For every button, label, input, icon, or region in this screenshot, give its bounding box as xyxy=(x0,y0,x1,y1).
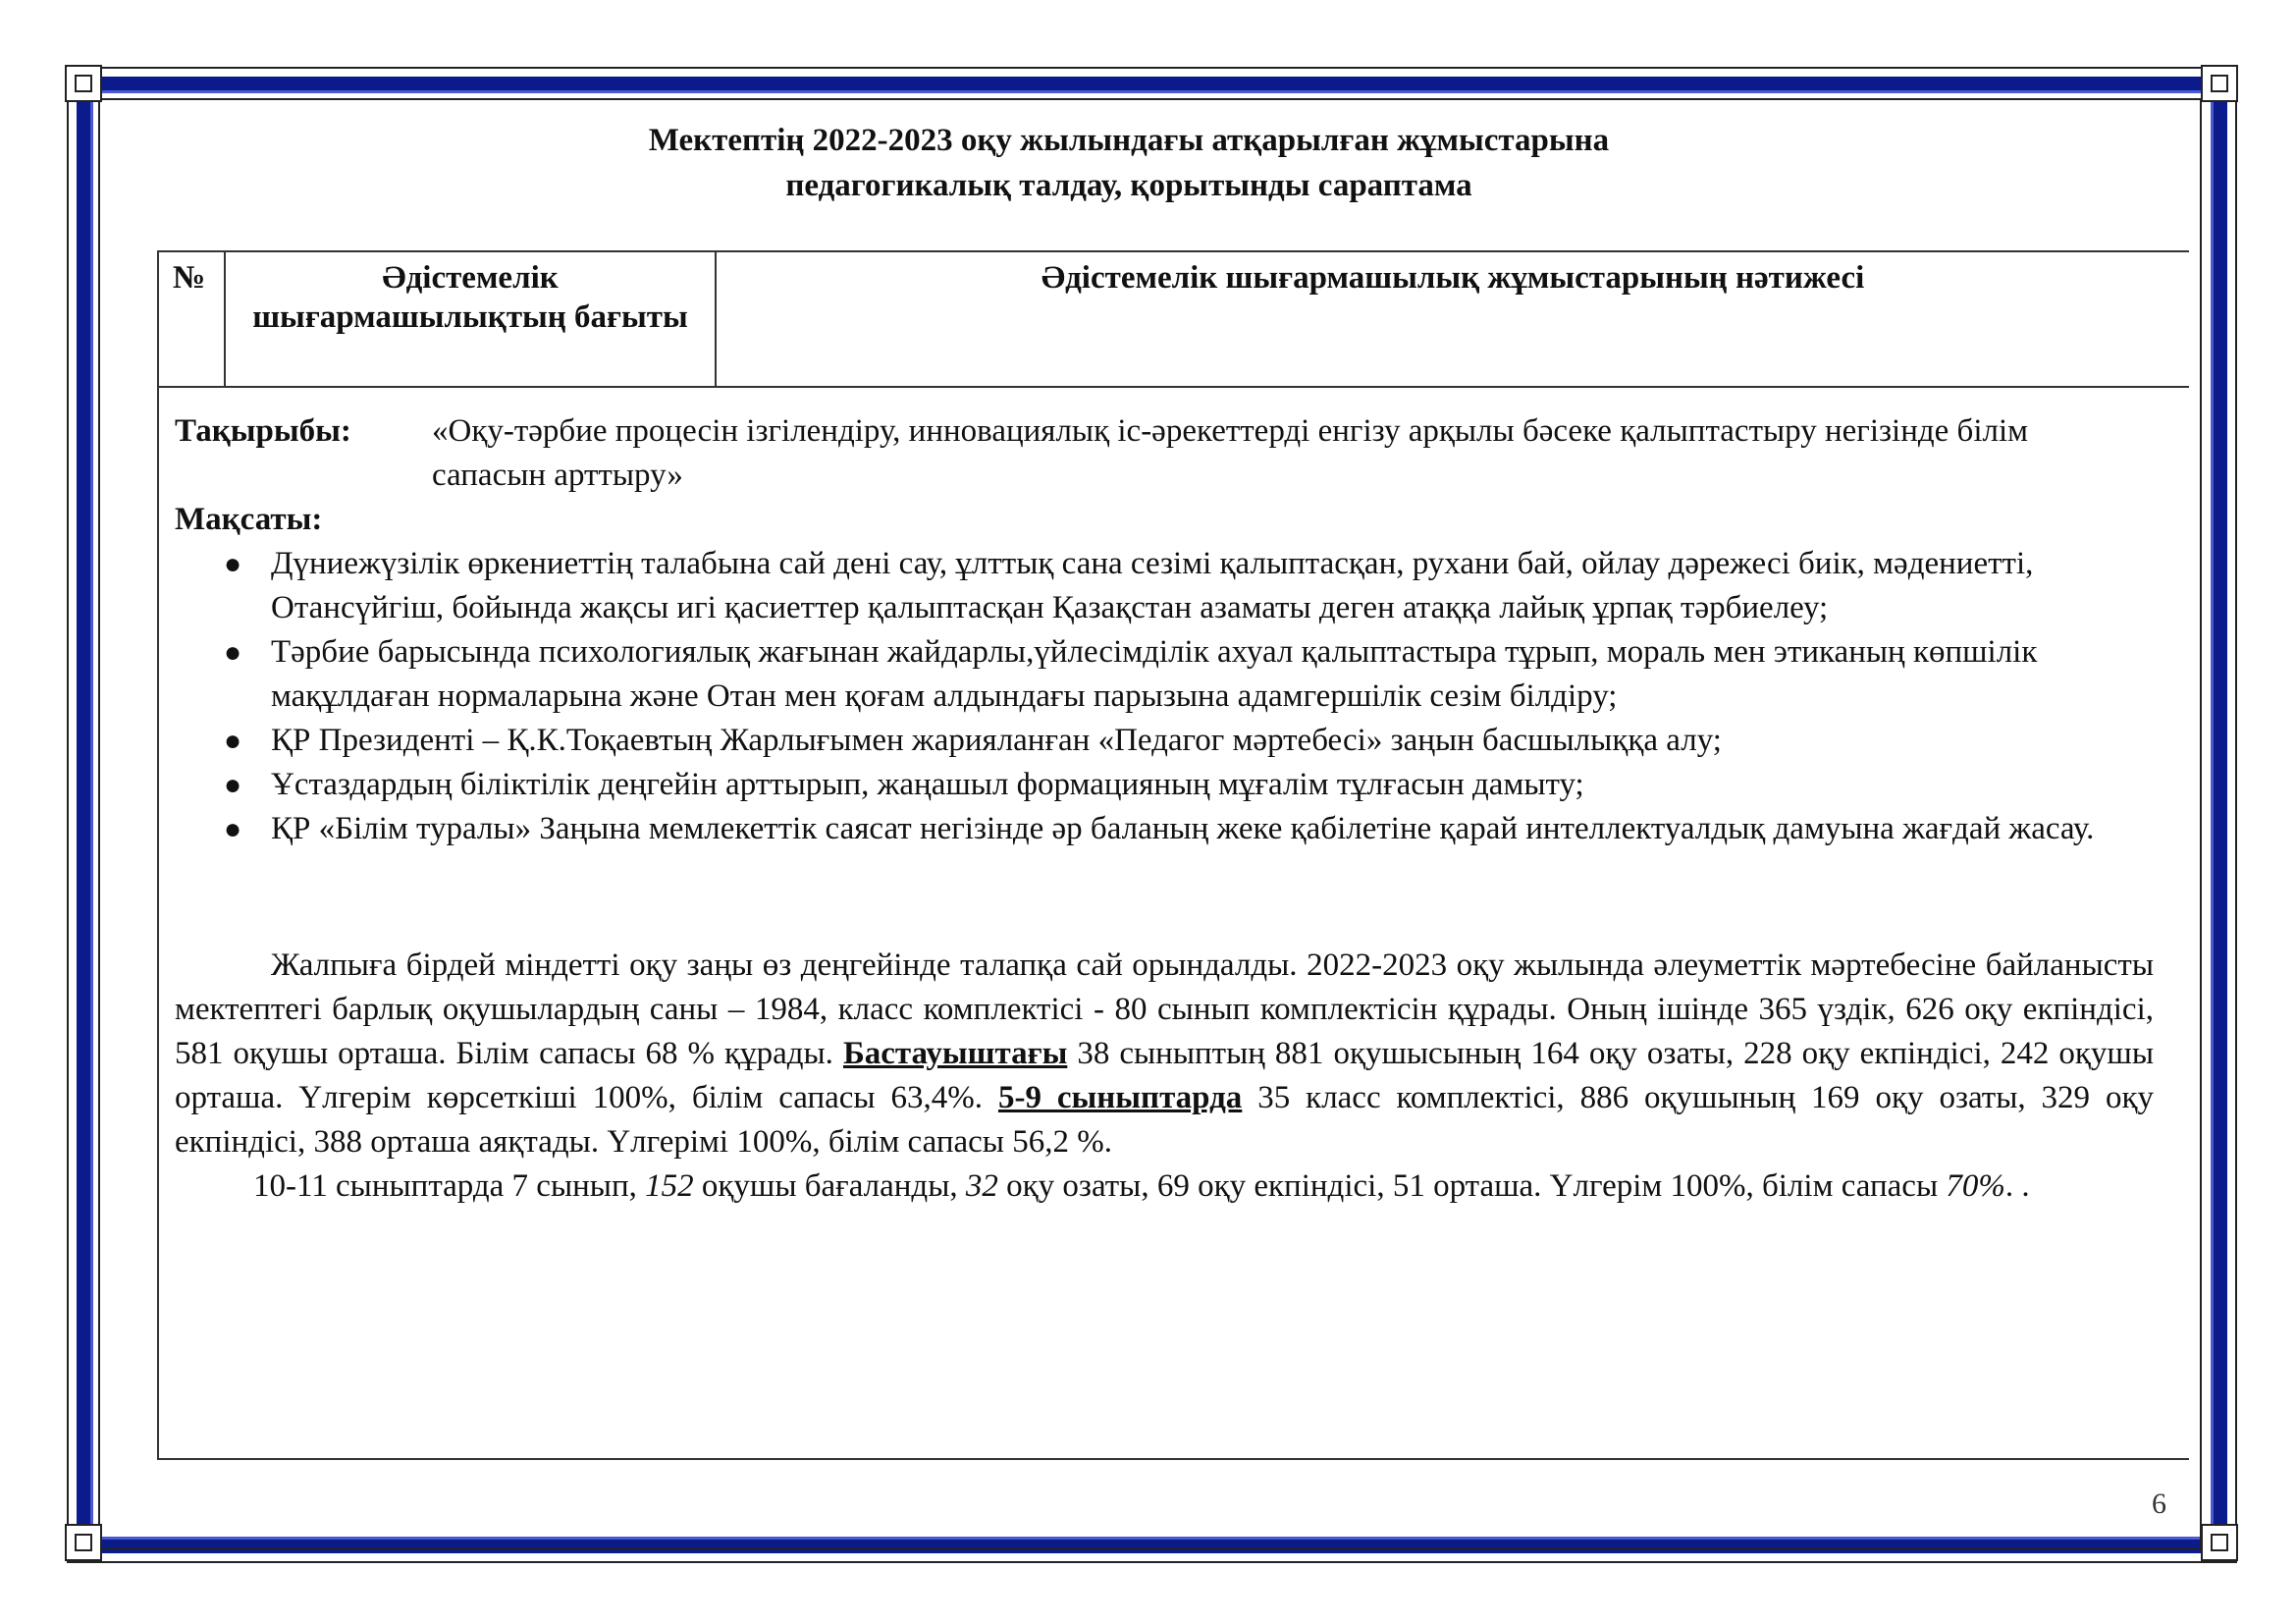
goal-text: ҚР «Білім туралы» Заңына мемлекеттік саясат негізінде әр баланың жеке қабілетіне қарай интеллектуалдық дамуына жағдай жасау. xyxy=(271,811,2095,846)
results-paragraph-1 xyxy=(175,944,2154,1164)
header-results: Әдістемелік шығармашылық жұмыстарының нәтижесі xyxy=(1041,260,1865,296)
header-direction: Әдістемелік шығармашылықтың бағыты xyxy=(226,252,717,386)
bullet-icon: ● xyxy=(224,725,242,757)
paragraph-text: оқу озаты, 69 оқу екпіндісі, 51 орташа. Үлгерім 100%, білім сапасы xyxy=(997,1168,1947,1204)
goal-text: Дүниежүзілік өркениеттің талабына сай дені сау, ұлттық сана сезімі қалыптасқан, рухани бай, ойлау дәрежесі биік, мәдениетті, Отансүйгіш, бойында жақсы игі қасиеттер қалыптасқан Қазақстан азаматы деген атаққа лайық ұрпақ тәрбиелеу; xyxy=(271,546,2034,625)
bullet-icon: ● xyxy=(224,636,242,669)
italic-number: 70% xyxy=(1946,1168,2005,1204)
paragraph-text: 38 сыныптың 881 оқушысының 164 оқу озаты, 228 оқу екпіндісі, 242 оқушы орташа. Үлгерім көрсеткіші 100%, білім сапасы 63,4%. xyxy=(175,1036,2154,1115)
list-item xyxy=(175,719,2167,763)
frame-corner-ornament xyxy=(65,1524,102,1561)
goal-text: Тәрбие барысында психологиялық жағынан жайдарлы,үйлесімділік ахуал қалыптастыра тұрып, мораль мен этиканың көпшілік мақұлдаған нормаларына және Отан мен қоғам алдындағы парызына адамгершілік сезім білдіру; xyxy=(271,634,2038,714)
paragraph-text: Жалпыға бірдей міндетті оқу заңы өз деңгейінде талапқа сай орындалды. 2022-2023 оқу жылында әлеуметтік мәртебесіне байланысты мектептегі барлық оқушылардың саны – 1984, класс комплектісі - 80 сынып комплектісін құрады. Оның ішінде 365 үздік, 626 оқу екпіндісі, 581 оқушы орташа. Білім сапасы 68 % құрады. xyxy=(175,947,2154,1071)
results-table xyxy=(157,250,2189,1460)
list-item xyxy=(175,630,2167,719)
topic-text: «Оқу-тәрбие процесін ізгілендіру, инновациялық іс-әрекеттерді енгізу арқылы бәсеке қалыптастыру негізінде білім сапасын арттыру» xyxy=(432,413,2029,493)
document-title xyxy=(118,118,2140,208)
topic-label: Тақырыбы: xyxy=(175,413,351,449)
title-line-1: Мектептің 2022-2023 оқу жылындағы атқарылған жұмыстарына xyxy=(648,123,1610,158)
bullet-icon: ● xyxy=(224,769,242,801)
grades-5-9-label: 5-9 сыныптарда xyxy=(997,1080,1243,1115)
frame-corner-ornament xyxy=(65,65,102,102)
paragraph-text: оқушы бағаланды, xyxy=(693,1168,966,1204)
frame-corner-ornament xyxy=(2201,1524,2238,1561)
bullet-icon: ● xyxy=(224,548,242,580)
goal-text: ҚР Президенті – Қ.К.Тоқаевтың Жарлығымен жарияланған «Педагог мәртебесі» заңын басшылыққа алу; xyxy=(271,723,1722,758)
paragraph-text: . . xyxy=(2004,1168,2030,1204)
list-item xyxy=(175,763,2167,807)
primary-school-label: Бастауыштағы xyxy=(842,1036,1068,1071)
goals-label: Мақсаты: xyxy=(175,502,323,537)
bullet-icon: ● xyxy=(224,813,242,845)
list-item xyxy=(175,542,2167,630)
topic-row xyxy=(175,409,2167,498)
italic-number: 32 xyxy=(965,1168,998,1204)
list-item xyxy=(175,807,2167,851)
paragraph-text: 10-11 сыныптарда 7 сынып, xyxy=(253,1168,646,1204)
spacer xyxy=(175,851,2167,944)
frame-corner-ornament xyxy=(2201,65,2238,102)
paragraph-text: 35 класс комплектісі, 886 оқушының 169 оқу озаты, 329 оқу екпіндісі, 388 орташа аяқтады. Үлгерімі 100%, білім сапасы 56,2 %. xyxy=(175,1080,2154,1160)
page-number: 6 xyxy=(2152,1488,2166,1520)
results-paragraph-2 xyxy=(175,1164,2154,1209)
header-number: № xyxy=(159,252,226,386)
italic-number: 152 xyxy=(645,1168,694,1204)
title-line-2: педагогикалық талдау, қорытынды сараптама xyxy=(785,168,1472,203)
goals-list xyxy=(175,542,2167,851)
goal-text: Ұстаздардың біліктілік деңгейін арттырып, жаңашыл формацияның мұғалім тұлғасын дамыту; xyxy=(271,767,1584,802)
table-body xyxy=(175,409,2167,1209)
table-header-row xyxy=(159,252,2189,388)
